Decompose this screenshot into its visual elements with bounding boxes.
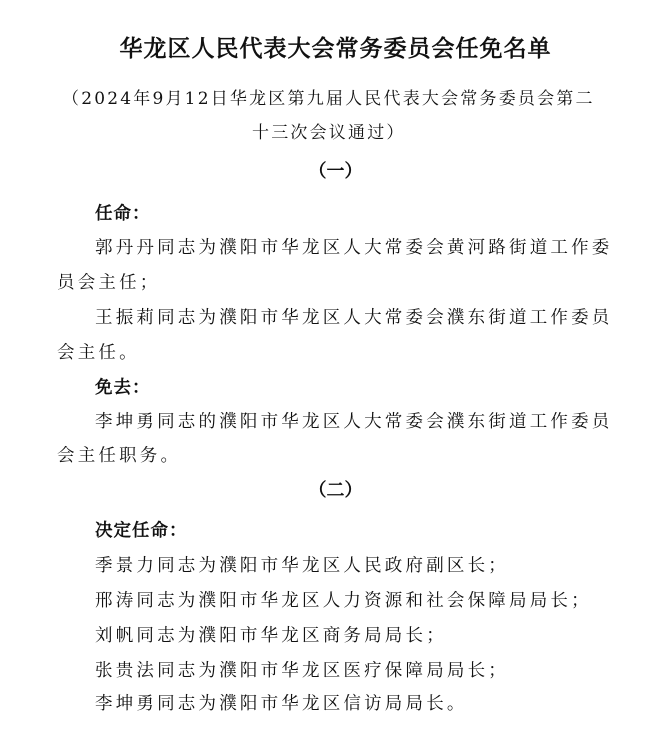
decide-item-3: 刘帆同志为濮阳市华龙区商务局局长； bbox=[95, 626, 447, 646]
decide-item-4: 张贵法同志为濮阳市华龙区医疗保障局局长； bbox=[95, 661, 509, 681]
appoint-item-1-line-2: 员会主任； bbox=[57, 273, 161, 293]
section-1-heading: （一） bbox=[308, 161, 363, 182]
appoint-item-2-line-2: 会主任。 bbox=[57, 343, 140, 363]
document-title: 华龙区人民代表大会常务委员会任免名单 bbox=[119, 35, 552, 62]
subtitle-line-1: （2024年9月12日华龙区第九届人民代表大会常务委员会第二 bbox=[62, 89, 595, 109]
decide-item-2: 邢涛同志为濮阳市华龙区人力资源和社会保障局局长； bbox=[95, 591, 592, 611]
remove-item-1-line-2: 会主任职务。 bbox=[57, 446, 182, 466]
subtitle-line-2: 十三次会议通过） bbox=[252, 123, 406, 143]
section-2-heading: （二） bbox=[308, 480, 363, 501]
remove-label: 免去： bbox=[95, 378, 151, 398]
appoint-item-1-line-1: 郭丹丹同志为濮阳市华龙区人大常委会黄河路街道工作委 bbox=[95, 238, 613, 258]
decide-appoint-label: 决定任命： bbox=[95, 521, 188, 541]
remove-item-1-line-1: 李坤勇同志的濮阳市华龙区人大常委会濮东街道工作委员 bbox=[95, 412, 613, 432]
decide-item-5: 李坤勇同志为濮阳市华龙区信访局局长。 bbox=[95, 694, 468, 714]
appoint-label: 任命： bbox=[95, 204, 151, 224]
decide-item-1: 季景力同志为濮阳市华龙区人民政府副区长； bbox=[95, 556, 509, 576]
appoint-item-2-line-1: 王振莉同志为濮阳市华龙区人大常委会濮东街道工作委员 bbox=[95, 308, 613, 328]
